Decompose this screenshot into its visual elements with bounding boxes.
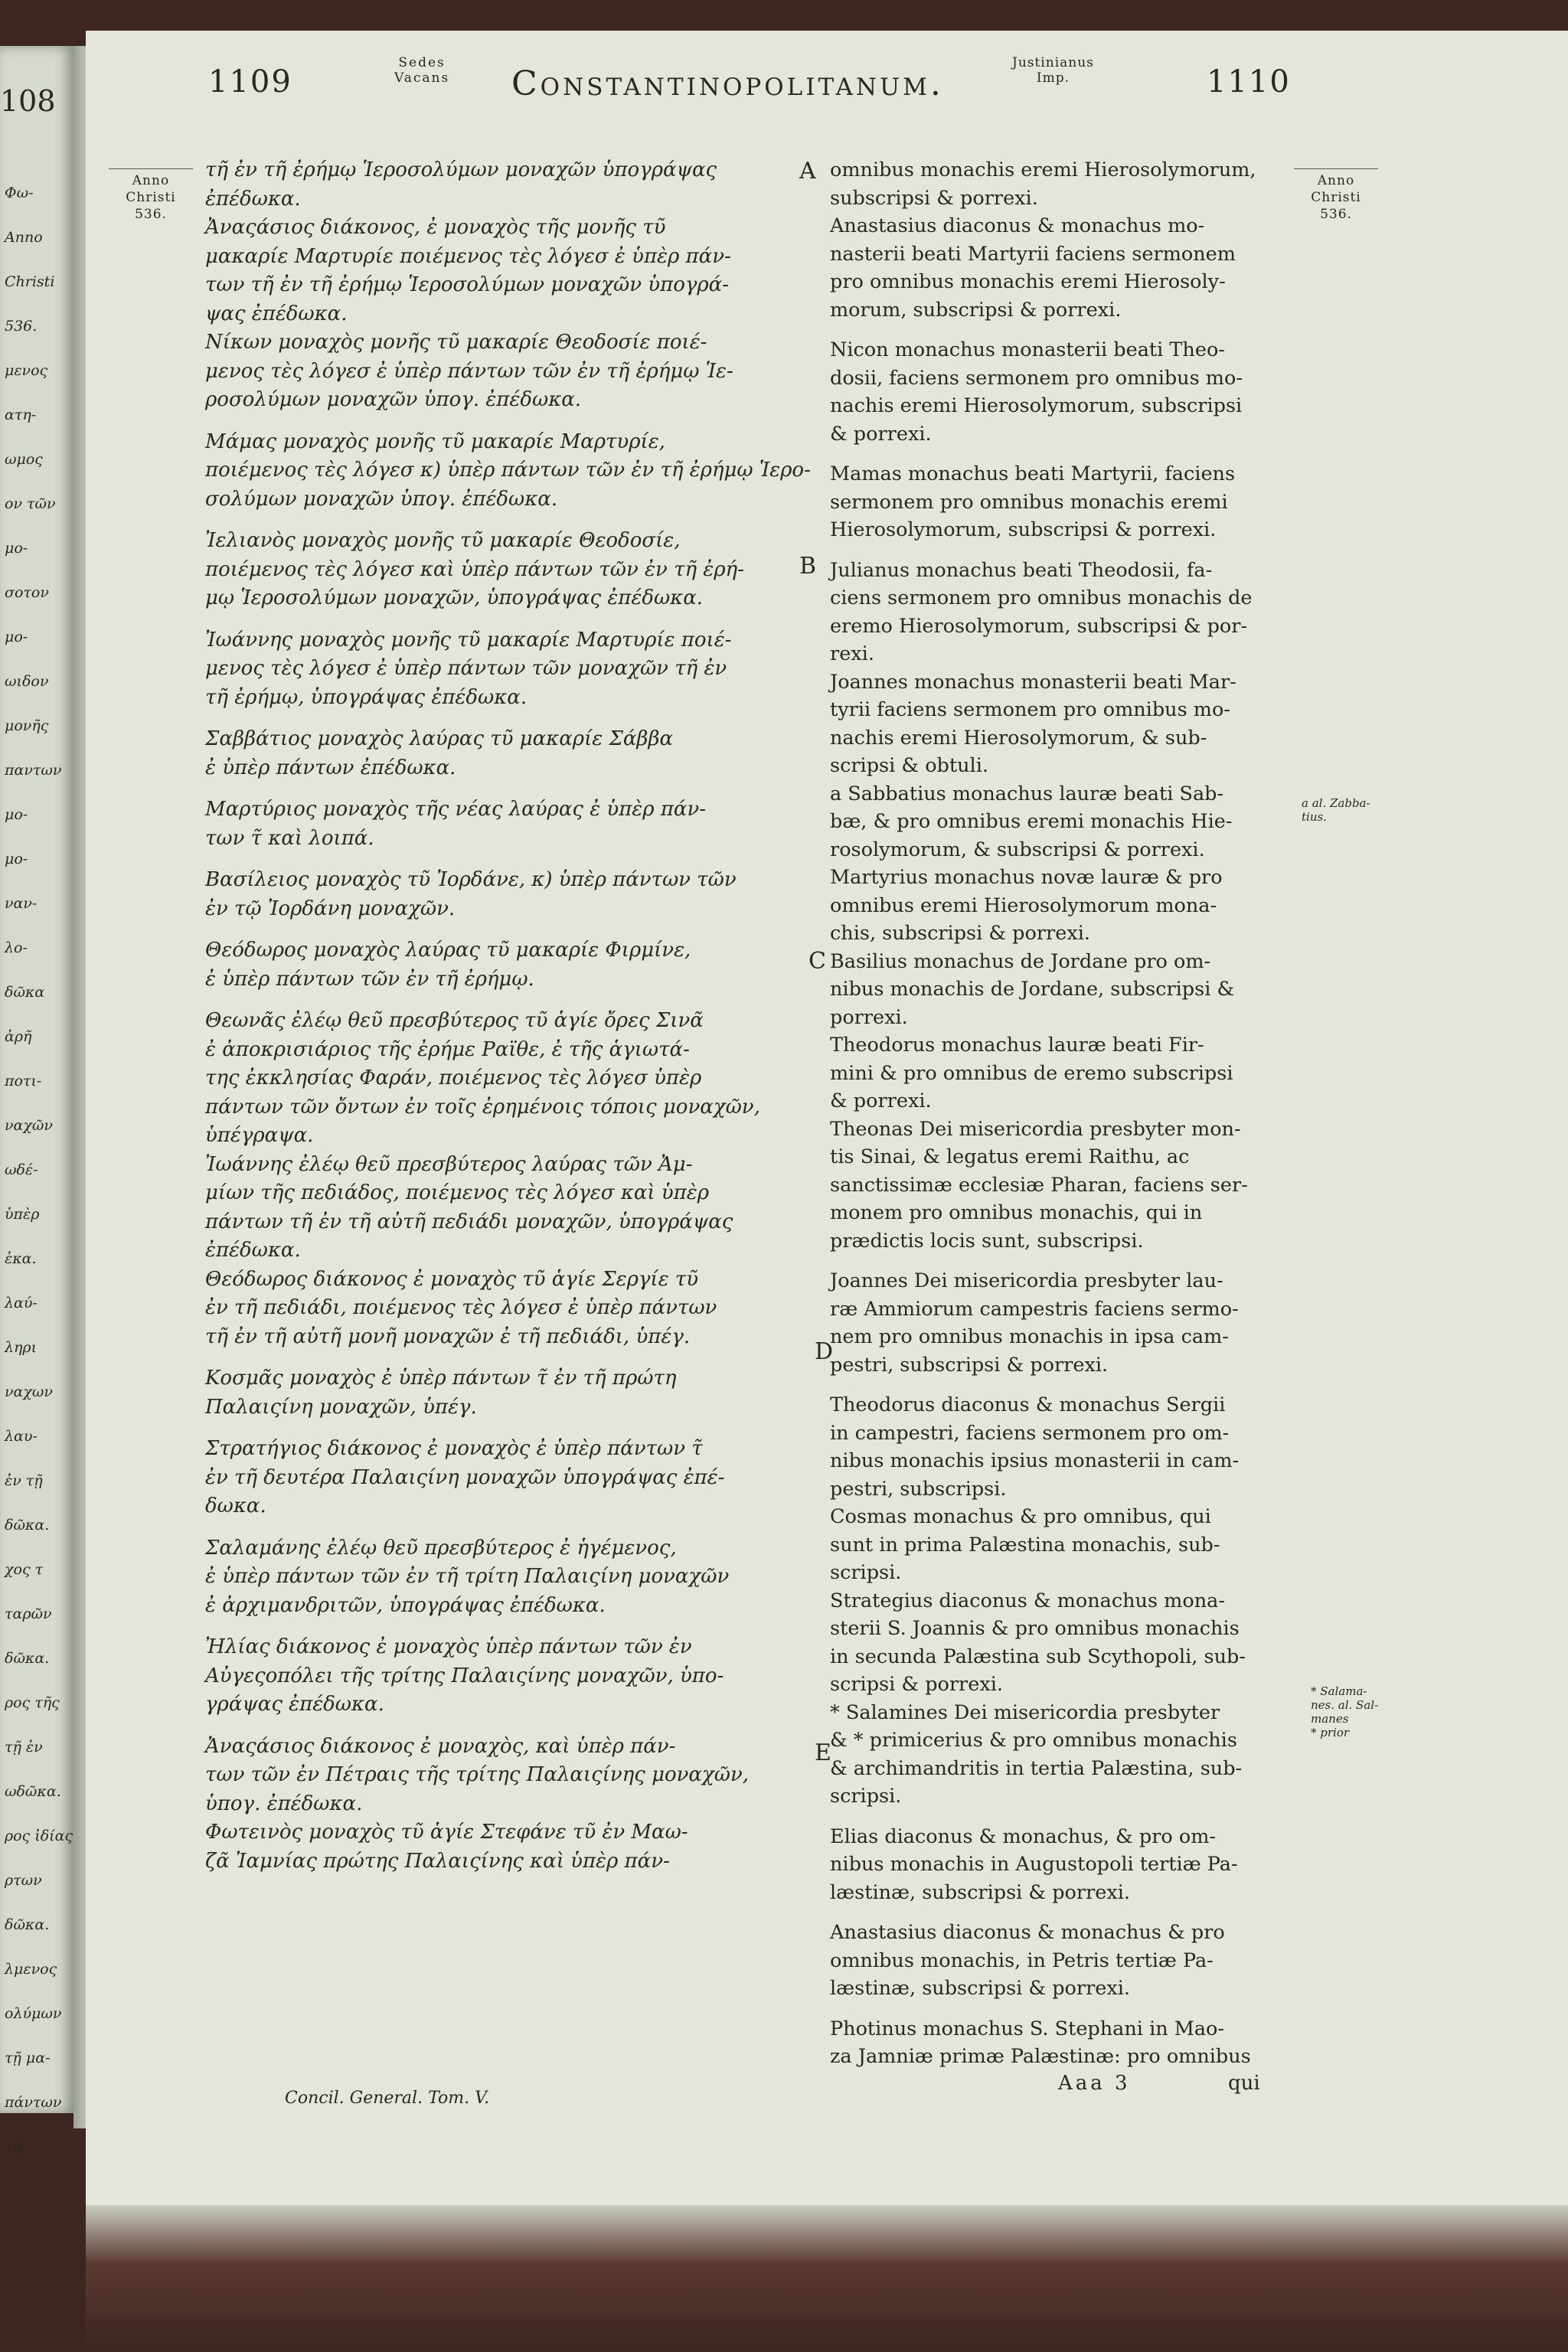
greek-line: ψας ἐπέδωκα.	[205, 302, 348, 325]
latin-line: Nicon monachus monasterii beati Theo-	[830, 338, 1225, 361]
latin-line: nibus monachis in Augustopoli tertiæ Pa-	[830, 1853, 1238, 1876]
greek-line	[205, 1720, 802, 1733]
latin-line: & * primicerius & pro omnibus monachis	[830, 1729, 1237, 1752]
greek-line: τῆ ἐρήμῳ, ὑπογράψας ἐπέδωκα.	[205, 685, 528, 709]
greek-line	[205, 853, 802, 866]
greek-line: Ἀναςάσιος διάκονος, ἐ μοναχὸς τῆς μονῆς τῦ	[205, 216, 666, 239]
previous-page-fragment: δῶκα.	[5, 1650, 50, 1667]
latin-line: Hierosolymorum, subscripsi & porrexi.	[830, 518, 1217, 541]
greek-line: Σαλαμάνης ἐλέῳ θεῦ πρεσβύτερος ἐ ἡγέμενος,	[205, 1536, 677, 1560]
previous-page-fragment: ωιδον	[5, 673, 49, 690]
previous-page-fragment: λαύ-	[5, 1295, 38, 1312]
previous-page-fragment: ατη-	[5, 407, 37, 423]
section-letter-d: D	[815, 1338, 834, 1365]
latin-line: Joannes Dei misericordia presbyter lau-	[830, 1269, 1223, 1292]
greek-line: ζᾶ Ἰαμνίας πρώτης Παλαιςίνης καὶ ὑπὲρ πάν-	[205, 1849, 670, 1873]
greek-line: Παλαιςίνη μοναχῶν, ὑπέγ.	[205, 1395, 477, 1419]
greek-line: ὑπογ. ἐπέδωκα.	[205, 1792, 363, 1815]
greek-line: γράψας ἐπέδωκα.	[205, 1693, 384, 1716]
latin-line: dosii, faciens sermonem pro omnibus mo-	[830, 366, 1243, 390]
anno-right-line1: Anno	[1317, 173, 1355, 188]
greek-line	[205, 994, 802, 1007]
latin-line: scripsi.	[830, 1561, 902, 1584]
previous-page-fragment: τῆ	[5, 2138, 21, 2155]
greek-line: ποιέμενος τὲς λόγεσ καὶ ὑπὲρ πάντων τῶν ἐν τῆ ἐρή-	[205, 557, 744, 581]
previous-page-fragment: λμενος	[5, 1961, 57, 1978]
greek-line: των τῆ ἐν τῆ ἐρήμῳ Ἱεροσολύμων μοναχῶν ὑπογρά-	[205, 273, 730, 296]
previous-page-fragment: σοτον	[5, 584, 49, 601]
anno-left-line1: Anno	[132, 173, 170, 188]
greek-line: Ἰωάννης μοναχὸς μονῆς τῦ μακαρίε Μαρτυρίε ποιέ-	[205, 628, 732, 652]
latin-line: nibus monachis de Jordane, subscripsi &	[830, 978, 1235, 1001]
previous-page-fragment: Φω-	[5, 185, 34, 201]
latin-line: subscripsi & porrexi.	[830, 186, 1038, 210]
anno-christi-left	[109, 168, 193, 223]
previous-page-fragment: ολύμων	[5, 2005, 62, 2022]
latin-line: prædictis locis sunt, subscripsi.	[830, 1229, 1144, 1253]
latin-line: Theonas Dei misericordia presbyter mon-	[830, 1117, 1241, 1141]
latin-line: nasterii beati Martyrii faciens sermonem	[830, 242, 1236, 266]
sedes-vacans-label	[394, 55, 449, 86]
latin-line: nem pro omnibus monachis in ipsa cam-	[830, 1325, 1229, 1348]
previous-page-fragment: παντων	[5, 762, 62, 779]
greek-line: ἐ ἀρχιμανδριτῶν, ὑπογράψας ἐπέδωκα.	[205, 1593, 606, 1617]
latin-line: Strategius diaconus & monachus mona-	[830, 1589, 1225, 1612]
sedes-line1: Sedes	[398, 55, 446, 70]
latin-line: a Sabbatius monachus lauræ beati Sab-	[830, 782, 1224, 805]
latin-line	[830, 2003, 1289, 2015]
latin-line: scripsi & obtuli.	[830, 754, 988, 777]
previous-page-fragment: ποτι-	[5, 1073, 42, 1089]
catchword: qui	[1228, 2072, 1260, 2095]
previous-page-fragment: ἀρῆ	[5, 1028, 32, 1045]
margin-note-zabbatius	[1302, 796, 1370, 824]
greek-column	[205, 156, 811, 1876]
greek-line: πάντων τῆ ἐν τῆ αὐτῆ πεδιάδι μοναχῶν, ὑπογράψας	[205, 1210, 733, 1233]
previous-page-fragment: ωδέ-	[5, 1161, 38, 1178]
previous-page-fragment: ληρι	[5, 1339, 38, 1356]
previous-page-fragment: Christi	[5, 273, 55, 290]
greek-line: ἐ ἀποκρισιάριος τῆς ἐρήμε Ραϊθε, ἐ τῆς ἁγιωτά-	[205, 1037, 690, 1061]
latin-line: sermonem pro omnibus monachis eremi	[830, 490, 1228, 514]
section-letter-b: B	[799, 553, 817, 580]
latin-line: omnibus monachis eremi Hierosolymorum,	[830, 158, 1256, 181]
greek-line: ὑπέγραψα.	[205, 1124, 314, 1147]
greek-line: ἐπέδωκα.	[205, 1239, 301, 1262]
previous-page-fragment: ναν-	[5, 895, 38, 912]
latin-line: & archimandritis in tertia Palæstina, sub-	[830, 1756, 1243, 1780]
previous-page-edge	[0, 46, 74, 2155]
greek-line: ποιέμενος τὲς λόγεσ κ) ὑπὲρ πάντων τῶν ἐν τῆ ἐρήμῳ Ἱερο-	[205, 459, 811, 482]
greek-line	[205, 613, 802, 626]
greek-line: πάντων τῶν ὄντων ἐν τοῖς ἐρημένοις τόποις μοναχῶν,	[205, 1095, 760, 1119]
right-page-number: 1110	[1207, 64, 1291, 100]
greek-line: Μάμας μοναχὸς μονῆς τῦ μακαρίε Μαρτυρίε,	[205, 430, 665, 453]
latin-line: Julianus monachus beati Theodosii, fa-	[830, 558, 1213, 582]
greek-line: σολύμων μοναχῶν ὑπογ. ἐπέδωκα.	[205, 487, 558, 511]
greek-line	[205, 1521, 802, 1534]
greek-line	[205, 1620, 802, 1633]
previous-page-fragment: τῇ μα-	[5, 2050, 51, 2066]
greek-line: τῆ ἐν τῆ ἐρήμῳ Ἱεροσολύμων μοναχῶν ὑπογράψας	[205, 158, 717, 181]
latin-line: bæ, & pro omnibus eremi monachis Hie-	[830, 810, 1233, 833]
previous-page-fragment: λαυ-	[5, 1428, 38, 1445]
previous-page-fragment: ταρῶν	[5, 1606, 52, 1622]
latin-line: pro omnibus monachis eremi Hierosoly-	[830, 270, 1226, 293]
justinianus-label	[1012, 55, 1094, 86]
latin-line: scripsi & porrexi.	[830, 1673, 1003, 1696]
anno-right-line3: 536.	[1320, 207, 1352, 222]
signature-mark: Aaa 3	[1058, 2072, 1131, 2095]
greek-line: Κοσμᾶς μοναχὸς ἐ ὑπὲρ πάντων τ̃ ἐν τῆ πρώτη	[205, 1367, 677, 1390]
greek-line: ἐ ὑπὲρ πάντων τῶν ἐν τῆ ἐρήμῳ.	[205, 967, 534, 991]
latin-line: tyrii faciens sermonem pro omnibus mo-	[830, 698, 1230, 721]
greek-line	[205, 514, 802, 527]
greek-line: Στρατήγιος διάκονος ἐ μοναχὸς ἐ ὑπὲρ πάντων τ̃	[205, 1437, 703, 1460]
latin-line: Joannes monachus monasterii beati Mar-	[830, 670, 1236, 694]
greek-line: Νίκων μοναχὸς μονῆς τῦ μακαρίε Θεοδοσίε ποιέ-	[205, 331, 707, 354]
previous-page-fragment: πάντων	[5, 2094, 62, 2111]
previous-page-fragment: τῇ ἐν	[5, 1739, 43, 1756]
previous-page-fragment: ναχῶν	[5, 1117, 53, 1134]
previous-page-fragment: ρτων	[5, 1872, 42, 1889]
previous-page-fragment: δῶκα.	[5, 1517, 50, 1534]
greek-line: των τῶν ἐν Πέτραις τῆς τρίτης Παλαιςίνης μοναχῶν,	[205, 1763, 750, 1786]
sedes-line2: Vacans	[394, 70, 450, 86]
greek-line: Μαρτύριος μοναχὸς τῆς νέας λαύρας ἐ ὑπὲρ πάν-	[205, 798, 707, 821]
greek-line: ροσολύμων μοναχῶν ὑπογ. ἐπέδωκα.	[205, 388, 582, 411]
latin-line: & porrexi.	[830, 1089, 932, 1112]
greek-line: μενος τὲς λόγεσ ἐ ὑπὲρ πάντων τῶν ἐν τῆ ἐρήμῳ Ἱε-	[205, 359, 733, 383]
section-letter-e: E	[815, 1740, 831, 1766]
latin-line: pestri, subscripsi.	[830, 1477, 1007, 1501]
latin-line	[830, 448, 1289, 460]
latin-line: ræ Ammiorum campestris faciens sermo-	[830, 1297, 1239, 1321]
latin-line: sanctissimæ ecclesiæ Pharan, faciens ser-	[830, 1173, 1248, 1197]
greek-line: ἐν τῷ Ἰορδάνη μοναχῶν.	[205, 897, 456, 920]
margin-note-line: a al. Zabba-	[1302, 796, 1370, 810]
greek-line: μακαρίε Μαρτυρίε ποιέμενος τὲς λόγεσ ἐ ὑπὲρ πάν-	[205, 244, 731, 268]
greek-line: τῆ ἐν τῆ αὐτῆ μονῆ μοναχῶν ἐ τῆ πεδιάδι, ὑπέγ.	[205, 1325, 691, 1348]
previous-page-fragment: 536.	[5, 318, 38, 335]
margin-note-line: * Salama-	[1311, 1684, 1367, 1698]
greek-line: Θεόδωρος μοναχὸς λαύρας τῦ μακαρίε Φιρμίνε,	[205, 939, 691, 962]
greek-line: Αὐγεςοπόλει τῆς τρίτης Παλαιςίνης μοναχῶν, ὑπο-	[205, 1664, 724, 1687]
latin-line: za Jamniæ primæ Palæstinæ: pro omnibus	[830, 2045, 1251, 2068]
margin-note-line: nes. al. Sal-	[1311, 1698, 1379, 1712]
greek-line: Ἀναςάσιος διάκονος ἐ μοναχὸς, καὶ ὑπὲρ πάν-	[205, 1734, 676, 1758]
running-title: Constantinopolitanum.	[511, 64, 944, 103]
previous-page-fragment: χος τ	[5, 1561, 44, 1578]
previous-page-fragment: ωδῶκα.	[5, 1783, 61, 1800]
latin-line: omnibus eremi Hierosolymorum mona-	[830, 893, 1217, 917]
latin-line: Anastasius diaconus & monachus mo-	[830, 214, 1205, 237]
latin-line: in campestri, faciens sermonem pro om-	[830, 1421, 1230, 1445]
latin-line: rexi.	[830, 642, 874, 665]
previous-page-fragment: ἐκα.	[5, 1250, 37, 1267]
latin-line: Theodorus diaconus & monachus Sergii	[830, 1393, 1226, 1416]
greek-line: της ἐκκλησίας Φαράν, ποιέμενος τὲς λόγεσ ὑπὲρ	[205, 1067, 702, 1089]
greek-line	[205, 712, 802, 725]
greek-line	[205, 923, 802, 936]
previous-page-fragment: ὑπὲρ	[5, 1206, 40, 1223]
previous-page-fragment: ωμος	[5, 451, 43, 468]
latin-line: Basilius monachus de Jordane pro om-	[830, 949, 1211, 973]
margin-note-line: * prior	[1311, 1726, 1350, 1740]
latin-line: pestri, subscripsi & porrexi.	[830, 1353, 1109, 1377]
anno-left-line2: Christi	[126, 190, 176, 205]
left-page-number: 1109	[208, 64, 292, 100]
latin-line: nachis eremi Hierosolymorum, subscripsi	[830, 394, 1243, 417]
greek-line: των τ̃ καὶ λοιπά.	[205, 826, 374, 850]
anno-right-line2: Christi	[1311, 190, 1361, 205]
latin-line: in secunda Palæstina sub Scythopoli, sub-	[830, 1645, 1246, 1668]
margin-note-line: manes	[1311, 1712, 1349, 1726]
greek-line: ἐν τῆ δευτέρα Παλαιςίνη μοναχῶν ὑπογράψας ἐπέ-	[205, 1465, 725, 1489]
greek-line: ἐ ὑπὲρ πάντων ἐπέδωκα.	[205, 756, 456, 779]
previous-page-fragment: λο-	[5, 939, 28, 956]
footer-volume: Concil. General. Tom. V.	[285, 2089, 490, 2108]
previous-page-fragment: δῶκα.	[5, 1916, 50, 1933]
justinianus-line1: Justinianus	[1012, 55, 1094, 70]
latin-line: Elias diaconus & monachus, & pro om-	[830, 1824, 1216, 1848]
latin-line: * Salamines Dei misericordia presbyter	[830, 1700, 1220, 1724]
previous-page-number: 108	[0, 84, 56, 118]
latin-line: morum, subscripsi & porrexi.	[830, 298, 1122, 322]
latin-line	[830, 1255, 1289, 1267]
previous-page-fragment: ον τῶν	[5, 495, 56, 512]
previous-page-fragment: μονῆς	[5, 717, 49, 734]
greek-line: Ἠλίας διάκονος ἐ μοναχὸς ὑπὲρ πάντων τῶν ἐν	[205, 1635, 692, 1658]
latin-line: nibus monachis ipsius monasterii in cam-	[830, 1449, 1240, 1472]
previous-page-fragment: μο-	[5, 629, 28, 645]
greek-line: ἐν τῆ πεδιάδι, ποιέμενος τὲς λόγεσ ἐ ὑπὲρ πάντων	[205, 1296, 717, 1319]
latin-line: læstinæ, subscripsi & porrexi.	[830, 1977, 1131, 2000]
greek-line: Ἰωάννης ἐλέῳ θεῦ πρεσβύτερος λαύρας τῶν Ἀμ-	[205, 1152, 693, 1176]
greek-line: Ἰελιανὸς μοναχὸς μονῆς τῦ μακαρίε Θεοδοσίε,	[205, 529, 681, 552]
latin-line: læstinæ, subscripsi & porrexi.	[830, 1880, 1131, 1904]
greek-line	[205, 1422, 802, 1435]
previous-page-fragment: Anno	[5, 229, 43, 246]
greek-line: Θεωνᾶς ἐλέῳ θεῦ πρεσβύτερος τῦ ἁγίε ὄρες Σινᾶ	[205, 1009, 704, 1032]
latin-line: sterii S. Joannis & pro omnibus monachis	[830, 1617, 1240, 1640]
anno-christi-right	[1294, 168, 1378, 223]
greek-line	[205, 415, 802, 428]
latin-line: Anastasius diaconus & monachus & pro	[830, 1921, 1225, 1944]
latin-line: mini & pro omnibus de eremo subscripsi	[830, 1061, 1233, 1085]
greek-line: μίων τῆς πεδιάδος, ποιέμενος τὲς λόγεσ καὶ ὑπὲρ	[205, 1181, 710, 1204]
margin-note-line: tius.	[1302, 810, 1327, 824]
latin-line: & porrexi.	[830, 422, 932, 446]
previous-page-fragment: ρος ἰδίας	[5, 1828, 74, 1844]
latin-line: Photinus monachus S. Stephani in Mao-	[830, 2017, 1225, 2040]
previous-page-fragment: μο-	[5, 540, 28, 557]
greek-line: δωκα.	[205, 1494, 266, 1517]
latin-line: Martyrius monachus novæ lauræ & pro	[830, 866, 1223, 889]
latin-line: Mamas monachus beati Martyrii, faciens	[830, 462, 1236, 485]
section-letter-a: A	[799, 158, 816, 185]
greek-line: μῳ Ἱεροσολύμων μοναχῶν, ὑπογράψας ἐπέδωκα.	[205, 586, 704, 609]
previous-page-fragment: ναχων	[5, 1383, 53, 1400]
latin-column	[830, 156, 1289, 2071]
greek-line: ἐπέδωκα.	[205, 187, 301, 211]
latin-line: ciens sermonem pro omnibus monachis de	[830, 586, 1253, 609]
greek-line: μενος τὲς λόγεσ ἐ ὑπὲρ πάντων τῶν μοναχῶν τῆ ἐν	[205, 657, 727, 680]
latin-line: tis Sinai, & legatus eremi Raithu, ac	[830, 1145, 1190, 1168]
latin-line: sunt in prima Palæstina monachis, sub-	[830, 1533, 1220, 1557]
greek-line: Φωτεινὸς μοναχὸς τῦ ἁγίε Στεφάνε τῦ ἐν Μαω-	[205, 1821, 688, 1844]
latin-line	[830, 324, 1289, 336]
latin-line: monem pro omnibus monachis, qui in	[830, 1201, 1203, 1224]
previous-page-fragment: μο-	[5, 851, 28, 867]
greek-line: Θεόδωρος διάκονος ἐ μοναχὸς τῦ ἁγίε Σεργίε τῦ	[205, 1267, 699, 1291]
previous-page-fragment: μο-	[5, 806, 28, 823]
greek-line: Σαββάτιος μοναχὸς λαύρας τῦ μακαρίε Σάββα	[205, 727, 674, 750]
anno-left-line3: 536.	[135, 207, 167, 222]
justinianus-line2: Imp.	[1036, 70, 1070, 86]
latin-line: Cosmas monachus & pro omnibus, qui	[830, 1505, 1211, 1528]
latin-line: nachis eremi Hierosolymorum, & sub-	[830, 726, 1207, 750]
latin-line: porrexi.	[830, 1005, 908, 1029]
latin-line: chis, subscripsi & porrexi.	[830, 922, 1090, 945]
latin-line	[830, 1379, 1289, 1391]
margin-note-salamanes	[1311, 1684, 1378, 1740]
greek-line: Βασίλειος μοναχὸς τῦ Ἰορδάνε, κ) ὑπὲρ πάντων τῶν	[205, 868, 737, 891]
previous-page-fragment: ρος τῆς	[5, 1694, 60, 1711]
page-bottom-edge	[86, 2205, 1568, 2352]
previous-page-fragment: δῶκα	[5, 984, 45, 1001]
latin-line: scripsi.	[830, 1785, 902, 1808]
latin-line: rosolymorum, & subscripsi & porrexi.	[830, 838, 1205, 861]
section-letter-c: C	[808, 948, 826, 975]
latin-line: eremo Hierosolymorum, subscripsi & por-	[830, 614, 1248, 638]
greek-line: ἐ ὑπὲρ πάντων τῶν ἐν τῆ τρίτη Παλαιςίνη μοναχῶν	[205, 1565, 730, 1588]
latin-line	[830, 544, 1289, 557]
previous-page-fragment: ἐν τῇ	[5, 1472, 43, 1489]
greek-line	[205, 782, 802, 795]
latin-line: omnibus monachis, in Petris tertiæ Pa-	[830, 1949, 1214, 1972]
greek-line	[205, 1351, 802, 1364]
latin-line	[830, 1811, 1289, 1823]
previous-page-fragment: μενος	[5, 362, 48, 379]
latin-line: Theodorus monachus lauræ beati Fir-	[830, 1034, 1204, 1057]
latin-line	[830, 1906, 1289, 1919]
